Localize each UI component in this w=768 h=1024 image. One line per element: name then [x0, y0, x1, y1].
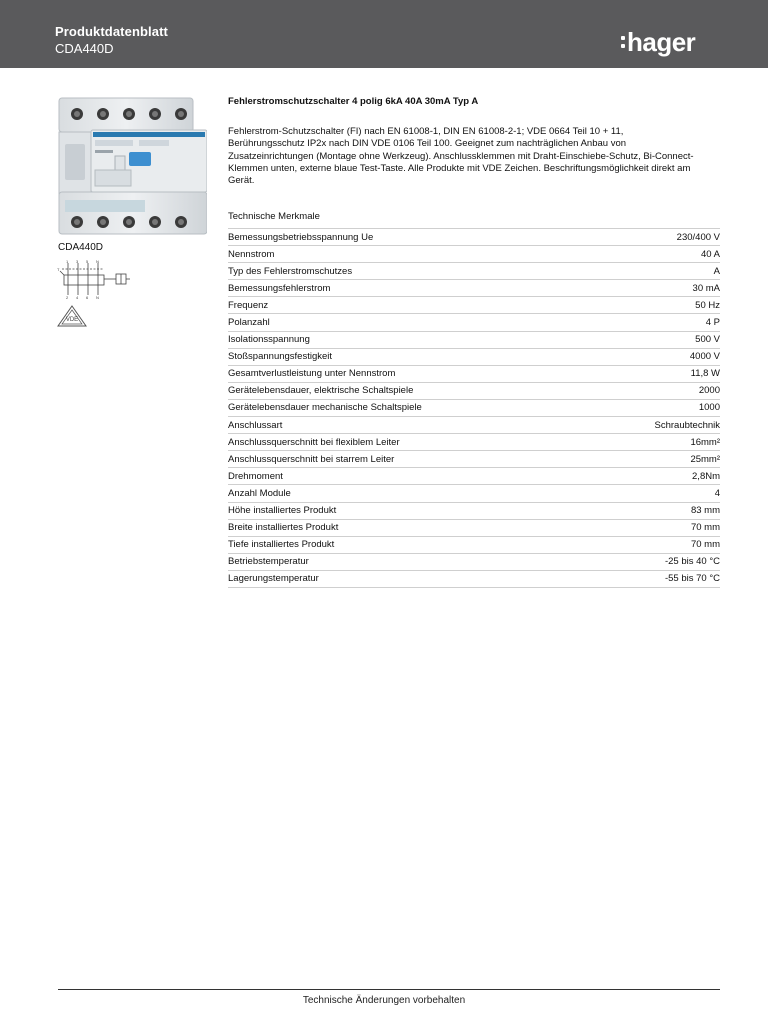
spec-value: 230/400 V — [676, 231, 720, 243]
table-row — [228, 485, 720, 502]
table-row — [228, 332, 720, 349]
table-row — [228, 468, 720, 485]
spec-label: Gerätelebensdauer mechanische Schaltspiele — [228, 402, 422, 414]
footer-divider — [58, 989, 720, 990]
table-row — [228, 400, 720, 417]
spec-value: 50 Hz — [695, 299, 720, 311]
spec-label: Breite installiertes Produkt — [228, 522, 339, 534]
specs-title: Technische Merkmale — [228, 211, 320, 222]
spec-value: 70 mm — [690, 539, 720, 551]
product-description-section — [228, 96, 720, 187]
table-row — [228, 571, 720, 588]
rcd-circuit-diagram-icon — [56, 259, 132, 299]
spec-value: 30 mA — [692, 282, 720, 294]
spec-label: Gesamtverlustleistung unter Nennstrom — [228, 368, 396, 380]
spec-label: Betriebstemperatur — [228, 556, 309, 568]
spec-value: 16mm² — [690, 436, 720, 448]
table-row — [228, 554, 720, 571]
spec-value: Schraubtechnik — [654, 419, 720, 431]
spec-label: Anschlussquerschnitt bei flexiblem Leiter — [228, 436, 400, 448]
spec-value: 4 P — [705, 317, 720, 329]
spec-value: 1000 — [698, 402, 720, 414]
spec-value: 70 mm — [690, 522, 720, 534]
table-row — [228, 246, 720, 263]
spec-label: Anschlussart — [228, 419, 283, 431]
spec-value: -55 bis 70 °C — [664, 573, 720, 585]
table-row — [228, 314, 720, 331]
spec-value: 2000 — [698, 385, 720, 397]
vde-mark-icon — [56, 304, 88, 330]
table-row — [228, 366, 720, 383]
spec-label: Bemessungsbetriebsspannung Ue — [228, 231, 374, 243]
spec-value: A — [713, 265, 720, 277]
svg-text:T: T — [57, 267, 60, 272]
svg-text:N: N — [96, 259, 99, 264]
product-heading: Fehlerstromschutzschalter 4 polig 6kA 40A 30mA Typ A — [228, 96, 479, 107]
document-title: Produktdatenblatt — [55, 24, 168, 39]
svg-text:VDE: VDE — [65, 317, 79, 323]
product-article-label: CDA440D — [58, 242, 104, 253]
spec-value: 83 mm — [690, 505, 720, 517]
spec-value: 500 V — [695, 334, 720, 346]
spec-label: Höhe installiertes Produkt — [228, 505, 337, 517]
table-row — [228, 537, 720, 554]
spec-label: Anzahl Module — [228, 487, 291, 499]
spec-label: Gerätelebensdauer, elektrische Schaltspiele — [228, 385, 414, 397]
table-row — [228, 349, 720, 366]
spec-value: -25 bis 40 °C — [664, 556, 720, 568]
svg-text:1: 1 — [66, 259, 69, 264]
spec-value: 40 A — [700, 248, 720, 260]
table-row — [228, 520, 720, 537]
table-row — [228, 503, 720, 520]
svg-text:5: 5 — [86, 259, 89, 264]
table-row — [228, 434, 720, 451]
table-row — [228, 383, 720, 400]
product-description: Fehlerstrom-Schutzschalter (FI) nach EN 61008-1, DIN EN 61008-2-1; VDE 0664 Teil 10 + 11, Berührungsschutz IP2x nach DIN VDE 0106 Teil 100. Geeignet zum nachträglichen Anbau von Zusatzeinrichtungen (Montage ohne Werkzeug). Anschlussklemmen mit Draht-Einschiebe-Schutz, Bi-Connect-Klemmen unten, externe blaue Test-Taste. Alle Produkte mit VDE Zeichen. Beschriftungsmöglichkeit direkt am Gerät. — [228, 126, 694, 187]
spec-value: 2,8Nm — [692, 470, 720, 482]
logo-dots-icon — [621, 36, 626, 50]
hager-logo — [627, 28, 695, 56]
table-row — [228, 280, 720, 297]
spec-label: Typ des Fehlerstromschutzes — [228, 265, 353, 277]
spec-label: Frequenz — [228, 299, 269, 311]
svg-text:4: 4 — [76, 295, 79, 299]
spec-label: Stoßspannungsfestigkeit — [228, 351, 333, 363]
footer-note: Technische Änderungen vorbehalten — [302, 995, 466, 1006]
specs-table — [228, 228, 720, 588]
spec-label: Nennstrom — [228, 248, 275, 260]
spec-label: Tiefe installiertes Produkt — [228, 539, 335, 551]
table-row — [228, 451, 720, 468]
spec-label: Lagerungstemperatur — [228, 573, 319, 585]
spec-label: Bemessungsfehlerstrom — [228, 282, 331, 294]
table-row — [228, 297, 720, 314]
svg-text:N: N — [96, 295, 99, 299]
table-row — [228, 229, 720, 246]
page-header — [0, 0, 768, 68]
article-number: CDA440D — [55, 41, 114, 56]
spec-label: Isolationsspannung — [228, 334, 310, 346]
spec-label: Polanzahl — [228, 317, 270, 329]
svg-text:6: 6 — [86, 295, 89, 299]
spec-value: 4000 V — [689, 351, 720, 363]
svg-text:3: 3 — [76, 259, 79, 264]
table-row — [228, 263, 720, 280]
spec-value: 25mm² — [690, 453, 720, 465]
spec-label: Anschlussquerschnitt bei starrem Leiter — [228, 453, 395, 465]
svg-text:2: 2 — [66, 295, 69, 299]
spec-label: Drehmoment — [228, 470, 283, 482]
product-image — [55, 96, 207, 236]
spec-value: 11,8 W — [690, 368, 720, 380]
spec-value: 4 — [714, 487, 720, 499]
logo-text: hager — [627, 27, 696, 57]
table-row — [228, 417, 720, 434]
